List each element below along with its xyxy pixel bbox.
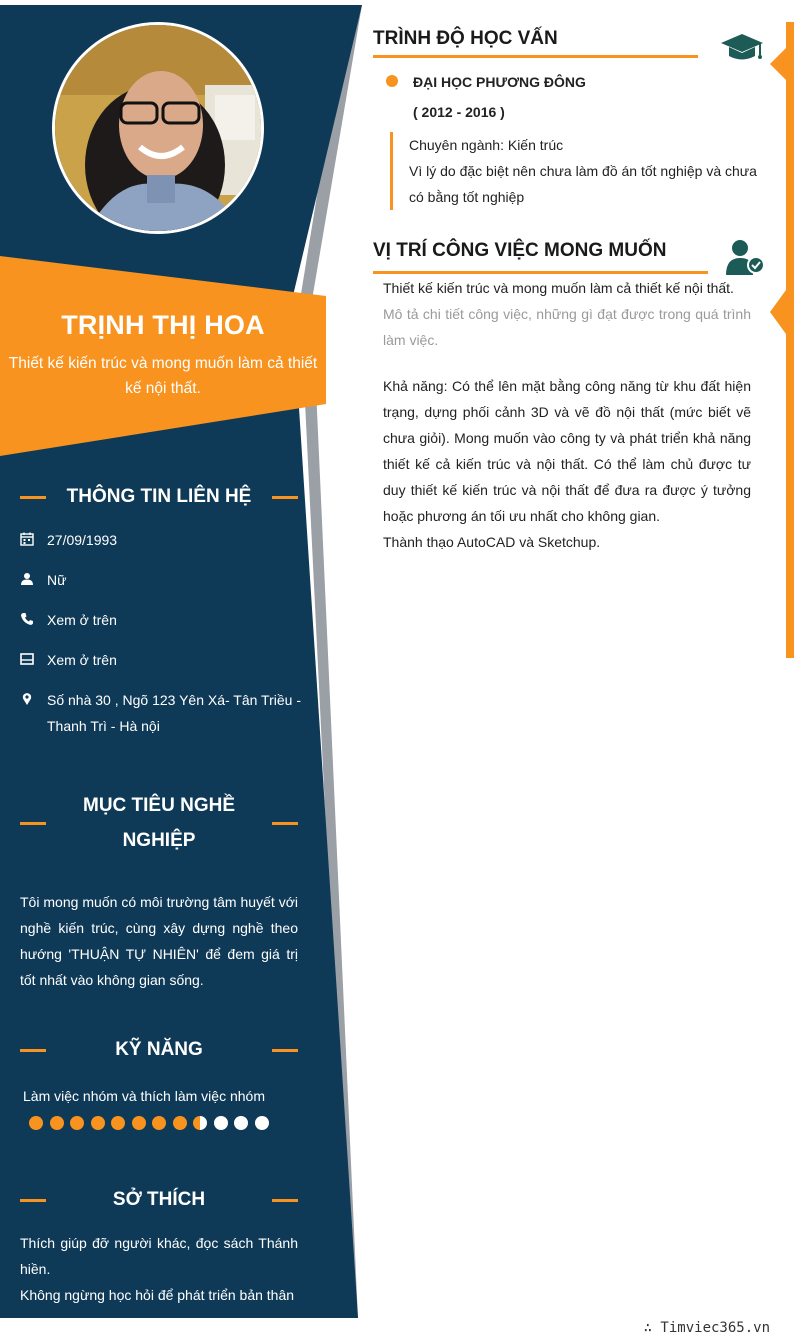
hobby-line-1: Thích giúp đỡ người khác, đọc sách Thánh hiền. (20, 1235, 298, 1277)
skill-name: Làm việc nhóm và thích làm việc nhóm (23, 1088, 265, 1104)
position-placeholder: Mô tả chi tiết công việc, những gì đạt được trong quá trình làm việc. (383, 306, 751, 348)
education-major: Chuyên ngành: Kiến trúc (409, 137, 564, 153)
education-timeline-line (390, 132, 393, 210)
phone-icon (20, 612, 34, 626)
hobbies-heading: SỞ THÍCH (20, 1187, 298, 1213)
education-heading: TRÌNH ĐỘ HỌC VẤN (373, 28, 558, 49)
education-note: Vì lý do đặc biệt nên chưa làm đồ án tốt nghiệp và chưa có bằng tốt nghiệp (409, 163, 757, 205)
education-underline (373, 55, 698, 58)
contact-gender: Nữ (20, 567, 300, 593)
contact-phone: Xem ở trên (20, 607, 300, 633)
user-icon (20, 572, 34, 586)
map-pin-icon (20, 692, 34, 706)
position-underline (373, 271, 708, 274)
education-period: ( 2012 - 2016 ) (413, 104, 505, 120)
hobbies-text (20, 1230, 298, 1308)
graduation-cap-icon (720, 32, 764, 64)
calendar-icon (20, 532, 34, 546)
contact-email: Xem ở trên (20, 647, 300, 673)
skills-heading: KỸ NĂNG (20, 1037, 298, 1063)
contact-address: Số nhà 30 , Ngõ 123 Yên Xá- Tân Triều - Thanh Trì - Hà nội (20, 687, 300, 739)
education-details (409, 132, 761, 210)
candidate-subtitle: Thiết kế kiến trúc và mong muốn làm cả thiết kế nội thất. (8, 355, 318, 397)
position-skills: Khả năng: Có thể lên mặt bằng công năng từ khu đất hiện trạng, dựng phối cảnh 3D và vẽ đồ nội thất (mức biết vẽ chưa giỏi). Mong muốn vào công ty và phát triển khả năng thiết kế cả kiến trúc và nội thất. Có thể làm chủ được tư duy thiết kế kiến trúc và nội thất để đưa ra được ý tưởng hoặc phương án tối ưu nhất cho không gian. (383, 378, 751, 524)
school-name: ĐẠI HỌC PHƯƠNG ĐÔNG (413, 74, 586, 90)
position-line-1: Thiết kế kiến trúc và mong muốn làm cả thiết kế nội thất. (383, 280, 734, 296)
position-description (383, 275, 751, 555)
user-check-icon (724, 238, 766, 276)
position-heading: VỊ TRÍ CÔNG VIỆC MONG MUỐN (373, 240, 667, 261)
objective-heading: MỤC TIÊU NGHỀ NGHIỆP (20, 788, 298, 858)
site-watermark: ∴ Timviec365.vn (643, 1320, 770, 1336)
contact-heading: THÔNG TIN LIÊN HỆ (20, 484, 298, 510)
position-tools: Thành thạo AutoCAD và Sketchup. (383, 534, 601, 550)
profile-photo (52, 22, 264, 234)
candidate-name: TRỊNH THỊ HOA (61, 310, 265, 340)
hobby-line-2: Không ngừng học hỏi để phát triển bản thân (20, 1287, 295, 1303)
contact-birthday: 27/09/1993 (20, 527, 300, 553)
email-icon (20, 652, 34, 666)
education-bullet (386, 75, 398, 87)
objective-text: Tôi mong muốn có môi trường tâm huyết với nghề kiến trúc, cùng xây dựng nghề theo hướng 'THUẬN TỰ NHIÊN' để đem giá trị tốt nhất vào không gian sống. (20, 894, 298, 988)
